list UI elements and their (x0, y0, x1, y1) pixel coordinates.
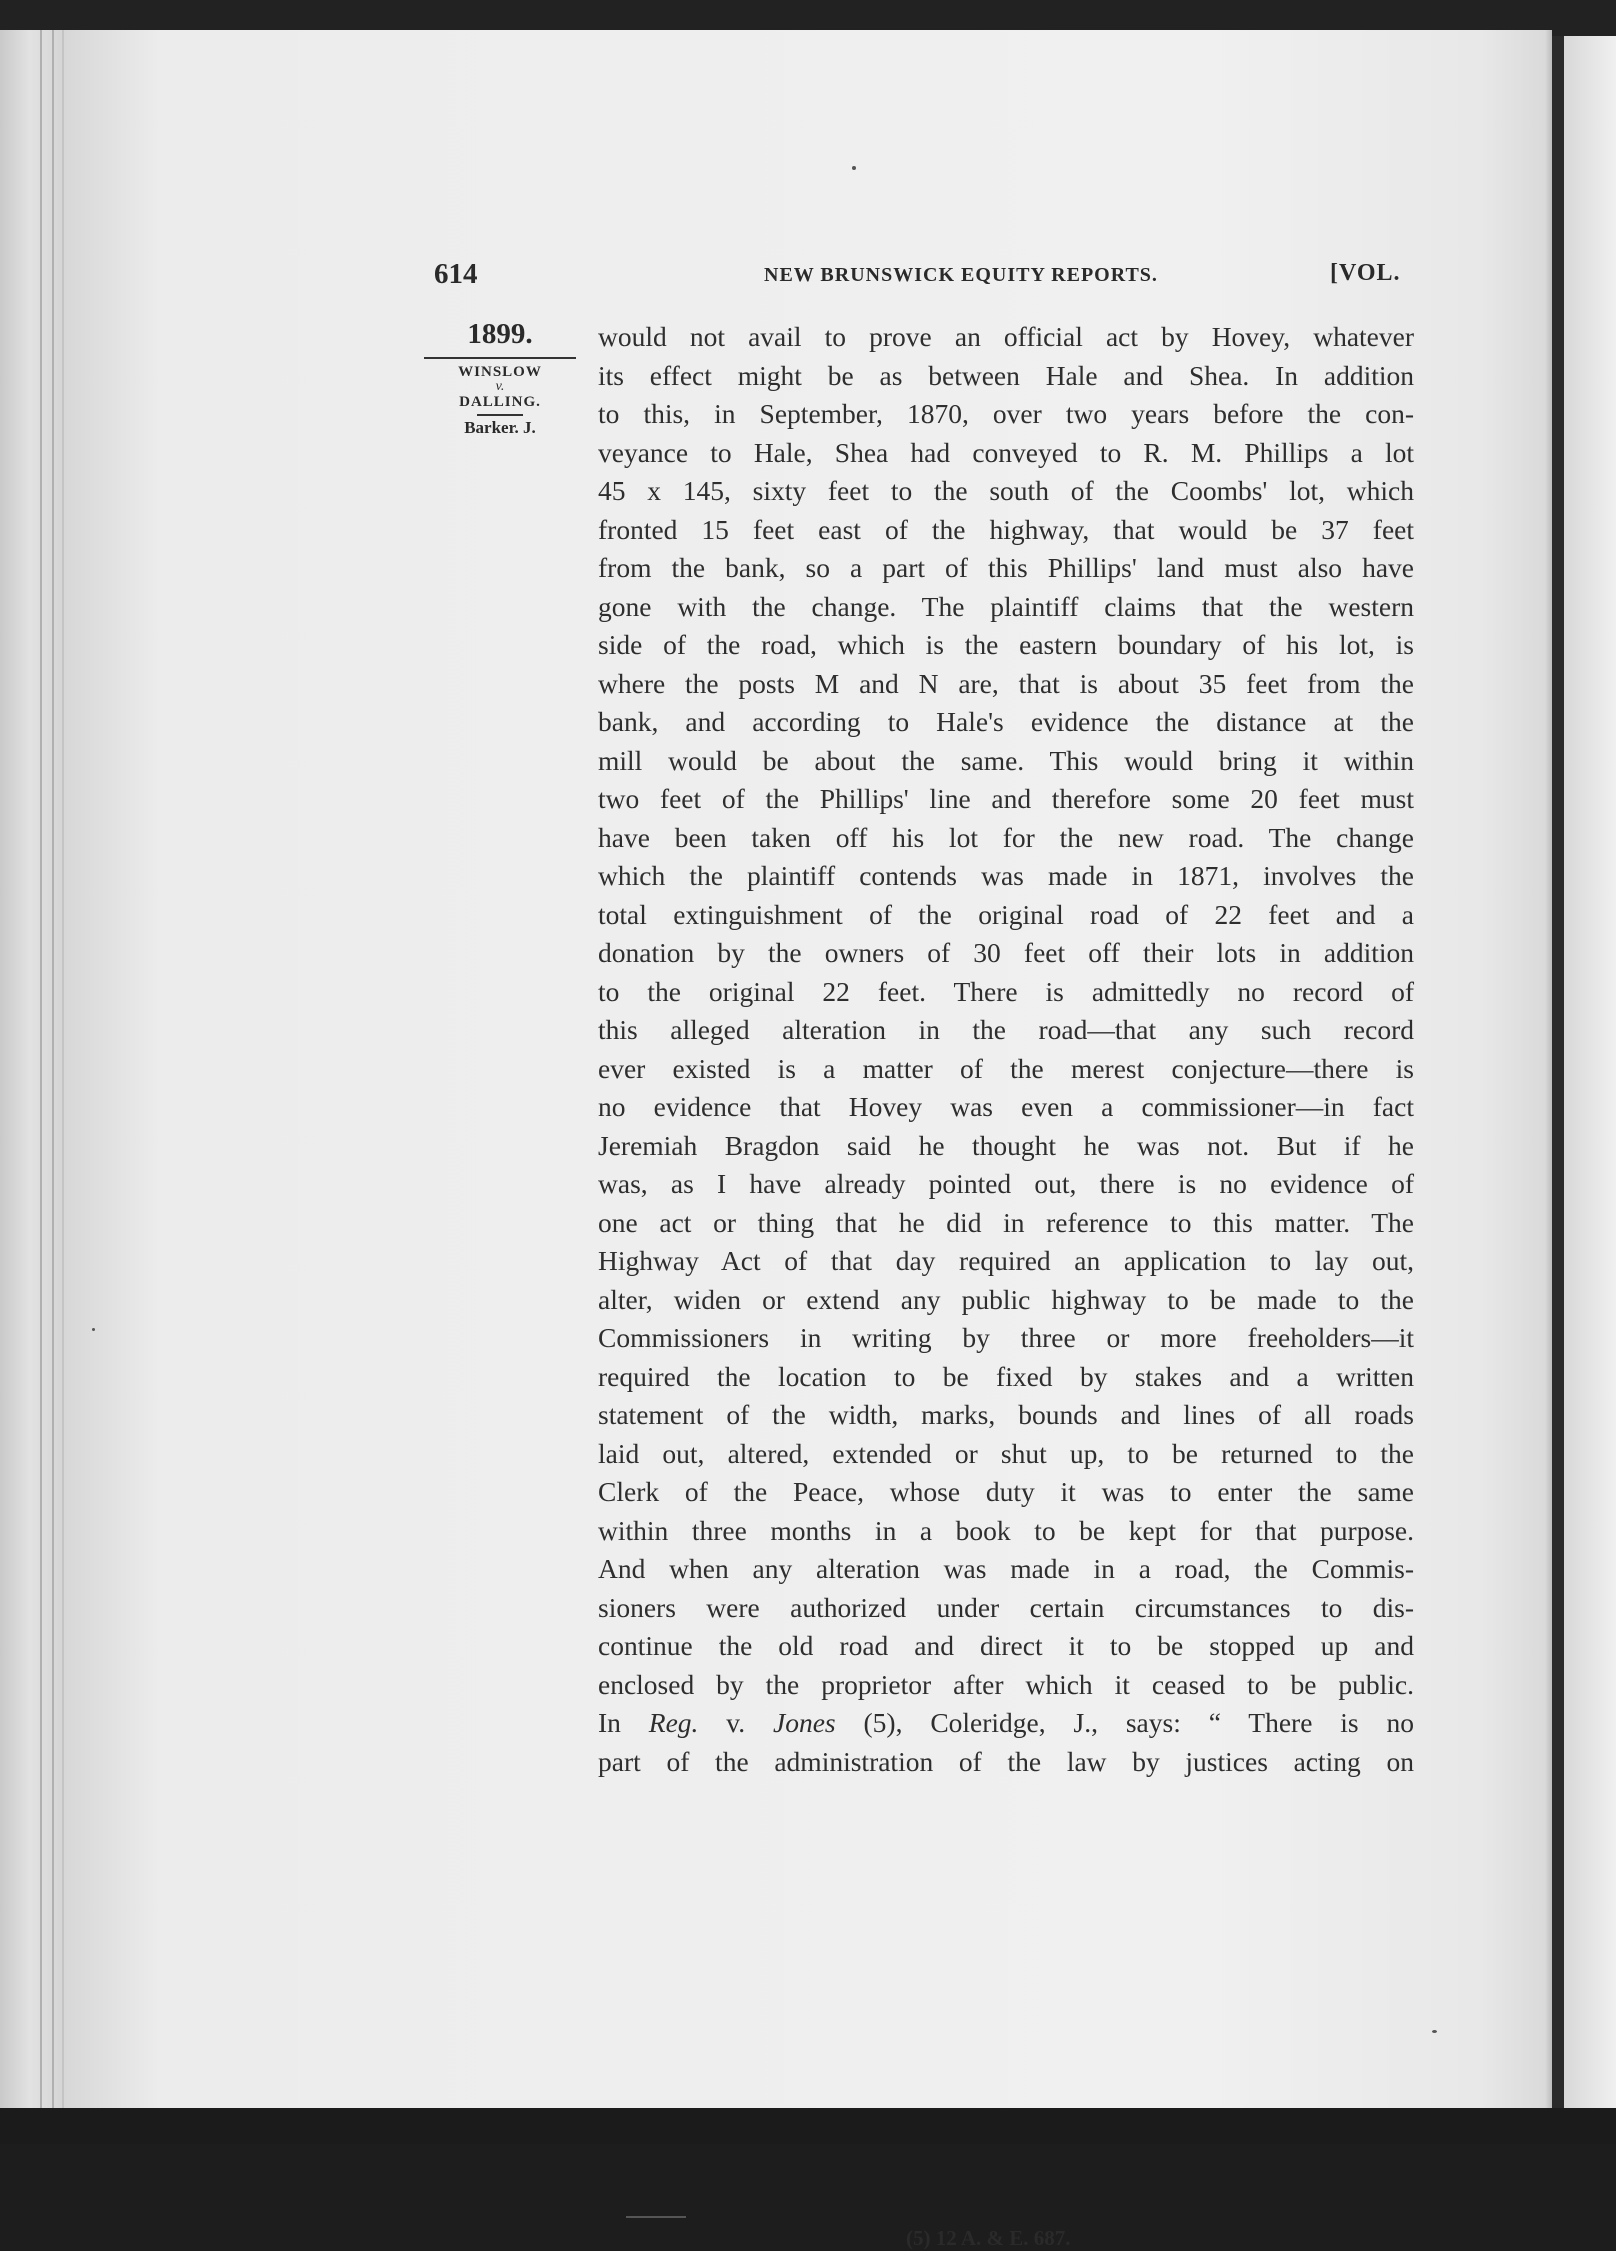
body-line: one act or thing that he did in reference to this matter. The (598, 1206, 1414, 1238)
page-edge-line (40, 30, 42, 2112)
body-line: enclosed by the proprietor after which it ceased to be public. (598, 1668, 1414, 1700)
page-header (434, 258, 1414, 298)
page-edge-line (62, 30, 64, 2112)
scan-speck (1432, 2030, 1437, 2033)
body-line: total extinguishment of the original road of 22 feet and a (598, 898, 1414, 930)
body-last-line: part of the administration of the law by justices acting on (598, 1745, 1414, 1777)
party-two: DALLING. (459, 394, 541, 410)
body-line: bank, and according to Hale's evidence the distance at the (598, 706, 1414, 737)
body-line: continue the old road and direct it to be stopped up and (598, 1630, 1414, 1661)
body-line: laid out, altered, extended or shut up, to be returned to the (598, 1437, 1414, 1469)
citation-prefix: In (598, 1707, 649, 1738)
body-line: no evidence that Hovey was even a commissioner—in fact (598, 1091, 1414, 1122)
footnote: (5) 12 A. & E. 687. (906, 2226, 1071, 2250)
margin-short-rule (477, 414, 523, 416)
body-line: fronted 15 feet east of the highway, that would be 37 feet (598, 513, 1414, 545)
body-line: have been taken off his lot for the new road. The change (598, 821, 1414, 853)
citation-versus: v. (698, 1707, 774, 1738)
body-line: statement of the width, marks, bounds and lines of all roads (598, 1399, 1414, 1430)
next-page-edge (1564, 36, 1616, 2108)
body-line: within three months in a book to be kept for that purpose. (598, 1514, 1414, 1546)
volume-mark: [VOL. (1330, 260, 1401, 286)
margin-rule (424, 357, 576, 359)
body-line: from the bank, so a part of this Phillips' land must also have (598, 552, 1414, 583)
body-line: Highway Act of that day required an application to lay out, (598, 1245, 1414, 1276)
body-line: sioners were authorized under certain circumstances to dis- (598, 1591, 1414, 1623)
body-line: gone with the change. The plaintiff claims that the western (598, 590, 1414, 622)
body-line: which the plaintiff contends was made in 1871, involves the (598, 860, 1414, 891)
footnote-rule (626, 2216, 686, 2218)
case-name-reg: Reg. (648, 1707, 699, 1738)
body-line: Clerk of the Peace, whose duty it was to enter the same (598, 1476, 1414, 1507)
body-line: Commissioners in writing by three or more freeholders—it (598, 1322, 1414, 1353)
body-line: required the location to be fixed by stakes and a written (598, 1360, 1414, 1392)
body-line: donation by the owners of 30 feet off their lots in addition (598, 937, 1414, 968)
body-line: two feet of the Phillips' line and therefore some 20 feet must (598, 783, 1414, 814)
body-line: And when any alteration was made in a road, the Commis- (598, 1553, 1414, 1584)
scan-speck (852, 166, 856, 170)
margin-note (420, 318, 580, 438)
body-line: was, as I have already pointed out, there is no evidence of (598, 1168, 1414, 1199)
scan-bottom-border (0, 2108, 1616, 2144)
citation-suffix: (5), Coleridge, J., says: “ There is no (835, 1707, 1414, 1738)
body-line: would not avail to prove an official act by Hovey, whatever (598, 321, 1414, 352)
binding-shadow (1552, 36, 1564, 2108)
page-edge-line (52, 30, 54, 2112)
body-line: to this, in September, 1870, over two years before the con- (598, 398, 1414, 429)
page-number: 614 (434, 258, 478, 290)
case-year: 1899. (467, 318, 533, 350)
body-line: where the posts M and N are, that is about 35 feet from the (598, 667, 1414, 699)
body-line: side of the road, which is the eastern boundary of his lot, is (598, 629, 1414, 660)
body-line: its effect might be as between Hale and Shea. In addition (598, 359, 1414, 391)
body-line: Jeremiah Bragdon said he thought he was not. But if he (598, 1129, 1414, 1161)
case-citation-line (598, 1704, 1414, 1743)
running-title: NEW BRUNSWICK EQUITY REPORTS. (764, 264, 1158, 286)
judge-name: Barker. J. (464, 418, 536, 437)
body-line: 45 x 145, sixty feet to the south of the Coombs' lot, which (598, 475, 1414, 506)
case-name-jones: Jones (773, 1707, 836, 1738)
body-line: to the original 22 feet. There is admittedly no record of (598, 975, 1414, 1007)
body-line: this alleged alteration in the road—that any such record (598, 1014, 1414, 1045)
body-line: alter, widen or extend any public highway to be made to the (598, 1283, 1414, 1315)
party-one: WINSLOW (458, 364, 542, 380)
body-line: ever existed is a matter of the merest conjecture—there is (598, 1052, 1414, 1084)
body-text (598, 318, 1414, 1781)
versus-mark: v. (495, 379, 505, 394)
scan-speck (92, 1328, 95, 1331)
body-line: veyance to Hale, Shea had conveyed to R. M. Phillips a lot (598, 436, 1414, 468)
body-line: mill would be about the same. This would bring it within (598, 744, 1414, 776)
